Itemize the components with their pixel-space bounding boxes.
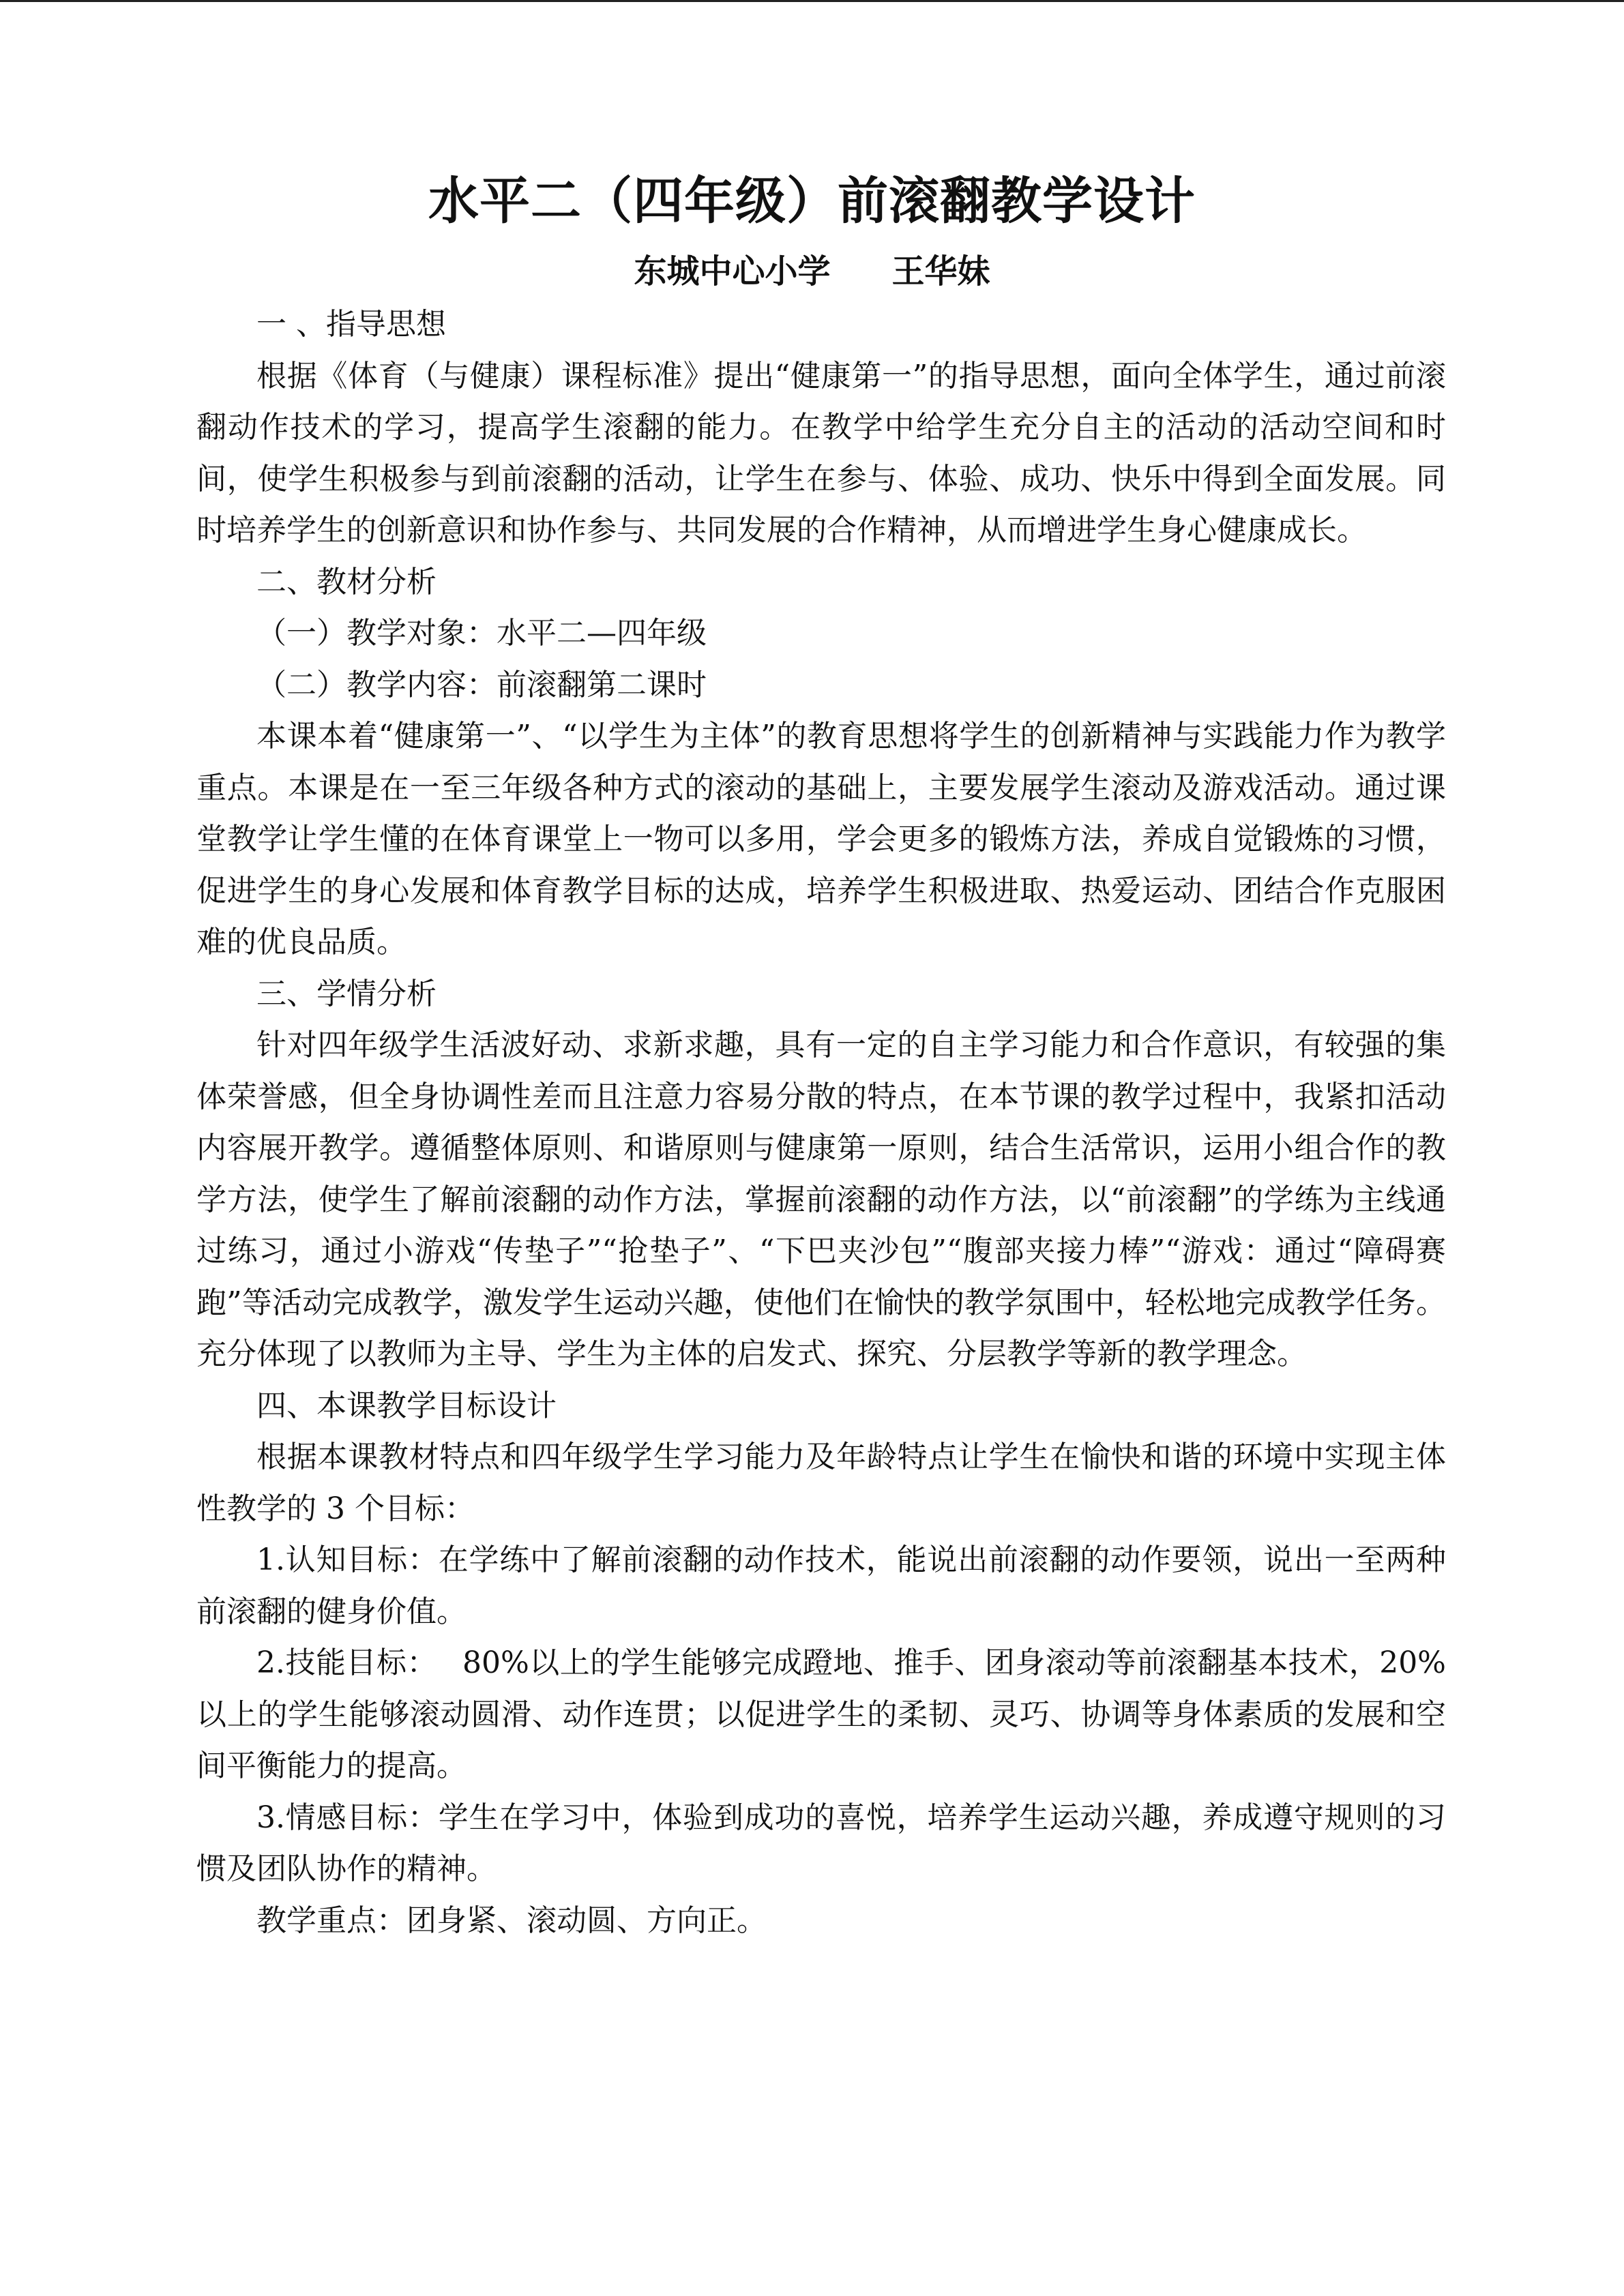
section-heading-teaching-goals: 四、本课教学目标设计 — [256, 1388, 557, 1423]
goal-emotional: 3.情感目标：学生在学习中，体验到成功的喜悦，培养学生运动兴趣，养成遵守规则的习惯及团队协作的精神。 — [196, 1800, 1446, 1886]
byline — [0, 245, 1624, 297]
paragraph-material-analysis: 本课本着“健康第一”、“以学生为主体”的教育思想将学生的创新精神与实践能力作为教学重点。本课是在一至三年级各种方式的滚动的基础上，主要发展学生滚动及游戏活动。通过课堂教学让学生懂的在体育课堂上一物可以多用，学会更多的锻炼方法，养成自觉锻炼的习惯，促进学生的身心发展和体育教学目标的达成，培养学生积极进取、热爱运动、团结合作克服困难的优良品质。 — [196, 719, 1446, 959]
goal-skill: 2.技能目标： 80%以上的学生能够完成蹬地、推手、团身滚动等前滚翻基本技术，20%以上的学生能够滚动圆滑、动作连贯；以促进学生的柔韧、灵巧、协调等身体素质的发展和空间平衡能力的提高。 — [196, 1645, 1446, 1783]
author-name: 王华妹 — [891, 252, 990, 290]
subsection-teaching-object: （一）教学对象：水平二—四年级 — [256, 616, 707, 651]
school-name: 东城中心小学 — [634, 252, 831, 290]
paragraph-learning-analysis: 针对四年级学生活波好动、求新求趣，具有一定的自主学习能力和合作意识，有较强的集体荣誉感，但全身协调性差而且注意力容易分散的特点，在本节课的教学过程中，我紧扣活动内容展开教学。遵循整体原则、和谐原则与健康第一原则，结合生活常识，运用小组合作的教学方法，使学生了解前滚翻的动作方法，掌握前滚翻的动作方法，以“前滚翻”的学练为主线通过练习，通过小游戏“传垫子”“抢垫子”、“下巴夹沙包”“腹部夹接力棒”“游戏：通过“障碍赛跑”等活动完成教学，激发学生运动兴趣，使他们在愉快的教学氛围中，轻松地完成教学任务。充分体现了以教师为主导、学生为主体的启发式、探究、分层教学等新的教学理念。 — [196, 1028, 1446, 1371]
document-body — [196, 299, 1446, 1946]
goal-cognitive: 1.认知目标：在学练中了解前滚翻的动作技术，能说出前滚翻的动作要领，说出一至两种前滚翻的健身价值。 — [196, 1542, 1446, 1629]
section-heading-guiding-thought: 一 、指导思想 — [256, 307, 446, 342]
subsection-teaching-content: （二）教学内容：前滚翻第二课时 — [256, 667, 707, 702]
paragraph-guiding-thought: 根据《体育（与健康）课程标准》提出“健康第一”的指导思想，面向全体学生，通过前滚翻动作技术的学习，提高学生滚翻的能力。在教学中给学生充分自主的活动的活动空间和时间，使学生积极参与到前滚翻的活动，让学生在参与、体验、成功、快乐中得到全面发展。同时培养学生的创新意识和协作参与、共同发展的合作精神，从而增进学生身心健康成长。 — [196, 358, 1446, 548]
teaching-key-points: 教学重点：团身紧、滚动圆、方向正。 — [256, 1903, 767, 1938]
section-heading-material-analysis: 二、教材分析 — [256, 564, 437, 599]
document-title: 水平二（四年级）前滚翻教学设计 — [428, 172, 1196, 230]
section-heading-learning-analysis: 三、学情分析 — [256, 976, 437, 1011]
paragraph-goals-intro: 根据本课教材特点和四年级学生学习能力及年龄特点让学生在愉快和谐的环境中实现主体性教学的 3 个目标： — [196, 1440, 1446, 1526]
